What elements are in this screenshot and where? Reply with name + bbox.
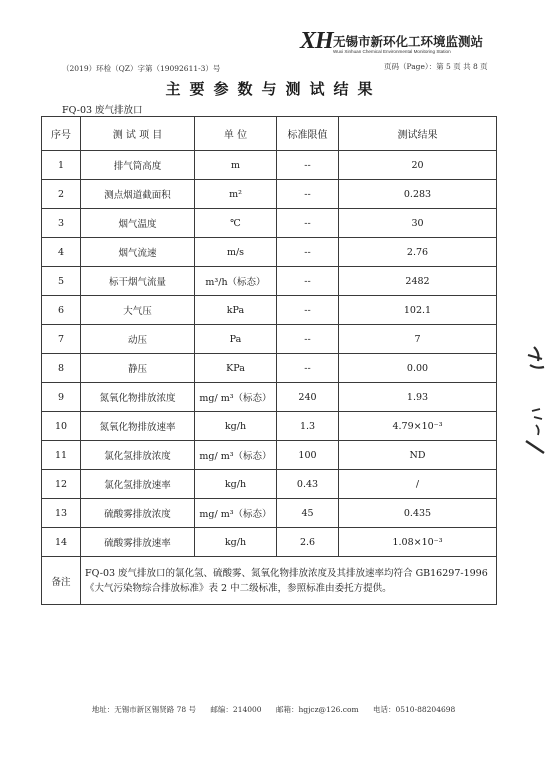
note-label: 备注 [42, 557, 81, 605]
table-row [42, 238, 497, 267]
row-item: 排气筒高度 [81, 151, 195, 180]
row-limit: 1.3 [277, 412, 339, 441]
row-index: 6 [42, 296, 81, 325]
row-result: / [339, 470, 497, 499]
page-title: 主要参数与测试结果 [165, 80, 382, 98]
row-limit: -- [277, 209, 339, 238]
row-limit: -- [277, 354, 339, 383]
table-row [42, 470, 497, 499]
row-result: 1.93 [339, 383, 497, 412]
row-result: 0.435 [339, 499, 497, 528]
table-row [42, 528, 497, 557]
station-logo-mark: XH [300, 28, 333, 54]
row-limit: -- [277, 180, 339, 209]
station-name-en: Wuxi Xinhuan Chemical Environmental Monitoring Station [333, 49, 451, 54]
header-item: 测 试 项 目 [81, 117, 195, 151]
row-limit: 240 [277, 383, 339, 412]
table-body [42, 151, 497, 557]
row-result: 2.76 [339, 238, 497, 267]
table-row [42, 325, 497, 354]
table-row [42, 499, 497, 528]
row-result: 30 [339, 209, 497, 238]
row-index: 2 [42, 180, 81, 209]
outlet-subtitle: FQ-03 废气排放口 [62, 105, 143, 116]
footer-address: 地址：无锡市新区锡贤路 78 号 [91, 705, 197, 714]
table-row [42, 383, 497, 412]
footer-email: 邮箱：hgjcz@126.com [275, 705, 359, 714]
row-result: 1.08×10⁻³ [339, 528, 497, 557]
row-unit: Pa [195, 325, 277, 354]
row-result: 2482 [339, 267, 497, 296]
row-limit: 0.43 [277, 470, 339, 499]
row-index: 1 [42, 151, 81, 180]
row-item: 静压 [81, 354, 195, 383]
report-reference-number: （2019）环检（QZ）字第（19092611-3）号 [62, 64, 221, 73]
row-item: 大气压 [81, 296, 195, 325]
row-unit: kPa [195, 296, 277, 325]
station-name-cn: 无锡市新环化工环境监测站 [333, 34, 484, 49]
row-unit: m/s [195, 238, 277, 267]
row-limit: -- [277, 325, 339, 354]
row-index: 3 [42, 209, 81, 238]
row-unit: m [195, 151, 277, 180]
table-row [42, 209, 497, 238]
row-index: 13 [42, 499, 81, 528]
row-limit: -- [277, 267, 339, 296]
row-limit: 45 [277, 499, 339, 528]
table-row [42, 151, 497, 180]
row-item: 氯化氢排放浓度 [81, 441, 195, 470]
table-row [42, 267, 497, 296]
row-result: 102.1 [339, 296, 497, 325]
row-result: 0.283 [339, 180, 497, 209]
row-unit: mg/ m³（标态） [195, 383, 277, 412]
table-row [42, 354, 497, 383]
row-index: 5 [42, 267, 81, 296]
table-row [42, 412, 497, 441]
row-result: 0.00 [339, 354, 497, 383]
row-unit: KPa [195, 354, 277, 383]
row-result: 4.79×10⁻³ [339, 412, 497, 441]
row-result: 20 [339, 151, 497, 180]
row-index: 7 [42, 325, 81, 354]
row-item: 氮氧化物排放速率 [81, 412, 195, 441]
footer-postcode: 邮编：214000 [210, 705, 262, 714]
row-index: 10 [42, 412, 81, 441]
row-item: 硫酸雾排放速率 [81, 528, 195, 557]
row-unit: ℃ [195, 209, 277, 238]
row-index: 4 [42, 238, 81, 267]
row-unit: mg/ m³（标态） [195, 441, 277, 470]
footer-phone: 电话：0510-88204698 [372, 705, 456, 714]
row-index: 9 [42, 383, 81, 412]
row-limit: 100 [277, 441, 339, 470]
row-index: 14 [42, 528, 81, 557]
row-result: ND [339, 441, 497, 470]
row-unit: mg/ m³（标态） [195, 499, 277, 528]
row-unit: m³/h（标态） [195, 267, 277, 296]
page-info: 页码（Page）：第 5 页 共 8 页 [384, 62, 488, 71]
note-row [42, 557, 497, 605]
row-limit: -- [277, 151, 339, 180]
row-item: 氯化氢排放速率 [81, 470, 195, 499]
header-index: 序号 [42, 117, 81, 151]
row-unit: kg/h [195, 470, 277, 499]
row-item: 烟气温度 [81, 209, 195, 238]
header-result: 测试结果 [339, 117, 497, 151]
row-index: 8 [42, 354, 81, 383]
row-index: 12 [42, 470, 81, 499]
row-limit: -- [277, 238, 339, 267]
row-result: 7 [339, 325, 497, 354]
row-item: 氮氧化物排放浓度 [81, 383, 195, 412]
row-unit: kg/h [195, 528, 277, 557]
row-limit: 2.6 [277, 528, 339, 557]
table-header-row [42, 117, 497, 151]
row-unit: kg/h [195, 412, 277, 441]
row-item: 动压 [81, 325, 195, 354]
row-item: 硫酸雾排放浓度 [81, 499, 195, 528]
row-item: 标干烟气流量 [81, 267, 195, 296]
table-row [42, 441, 497, 470]
row-index: 11 [42, 441, 81, 470]
table-row [42, 296, 497, 325]
row-unit: m² [195, 180, 277, 209]
table-row [42, 180, 497, 209]
footer [0, 704, 547, 715]
row-item: 测点烟道截面积 [81, 180, 195, 209]
row-limit: -- [277, 296, 339, 325]
header-unit: 单 位 [195, 117, 277, 151]
seal-fragment [520, 345, 547, 455]
results-table [41, 116, 497, 605]
row-item: 烟气流速 [81, 238, 195, 267]
note-text: FQ-03 废气排放口的氯化氢、硫酸雾、氮氧化物排放浓度及其排放速率均符合 GB16297-1996《大气污染物综合排放标准》表 2 中二级标准，参照标准由委托方提供。 [81, 557, 497, 605]
header-limit: 标准限值 [277, 117, 339, 151]
